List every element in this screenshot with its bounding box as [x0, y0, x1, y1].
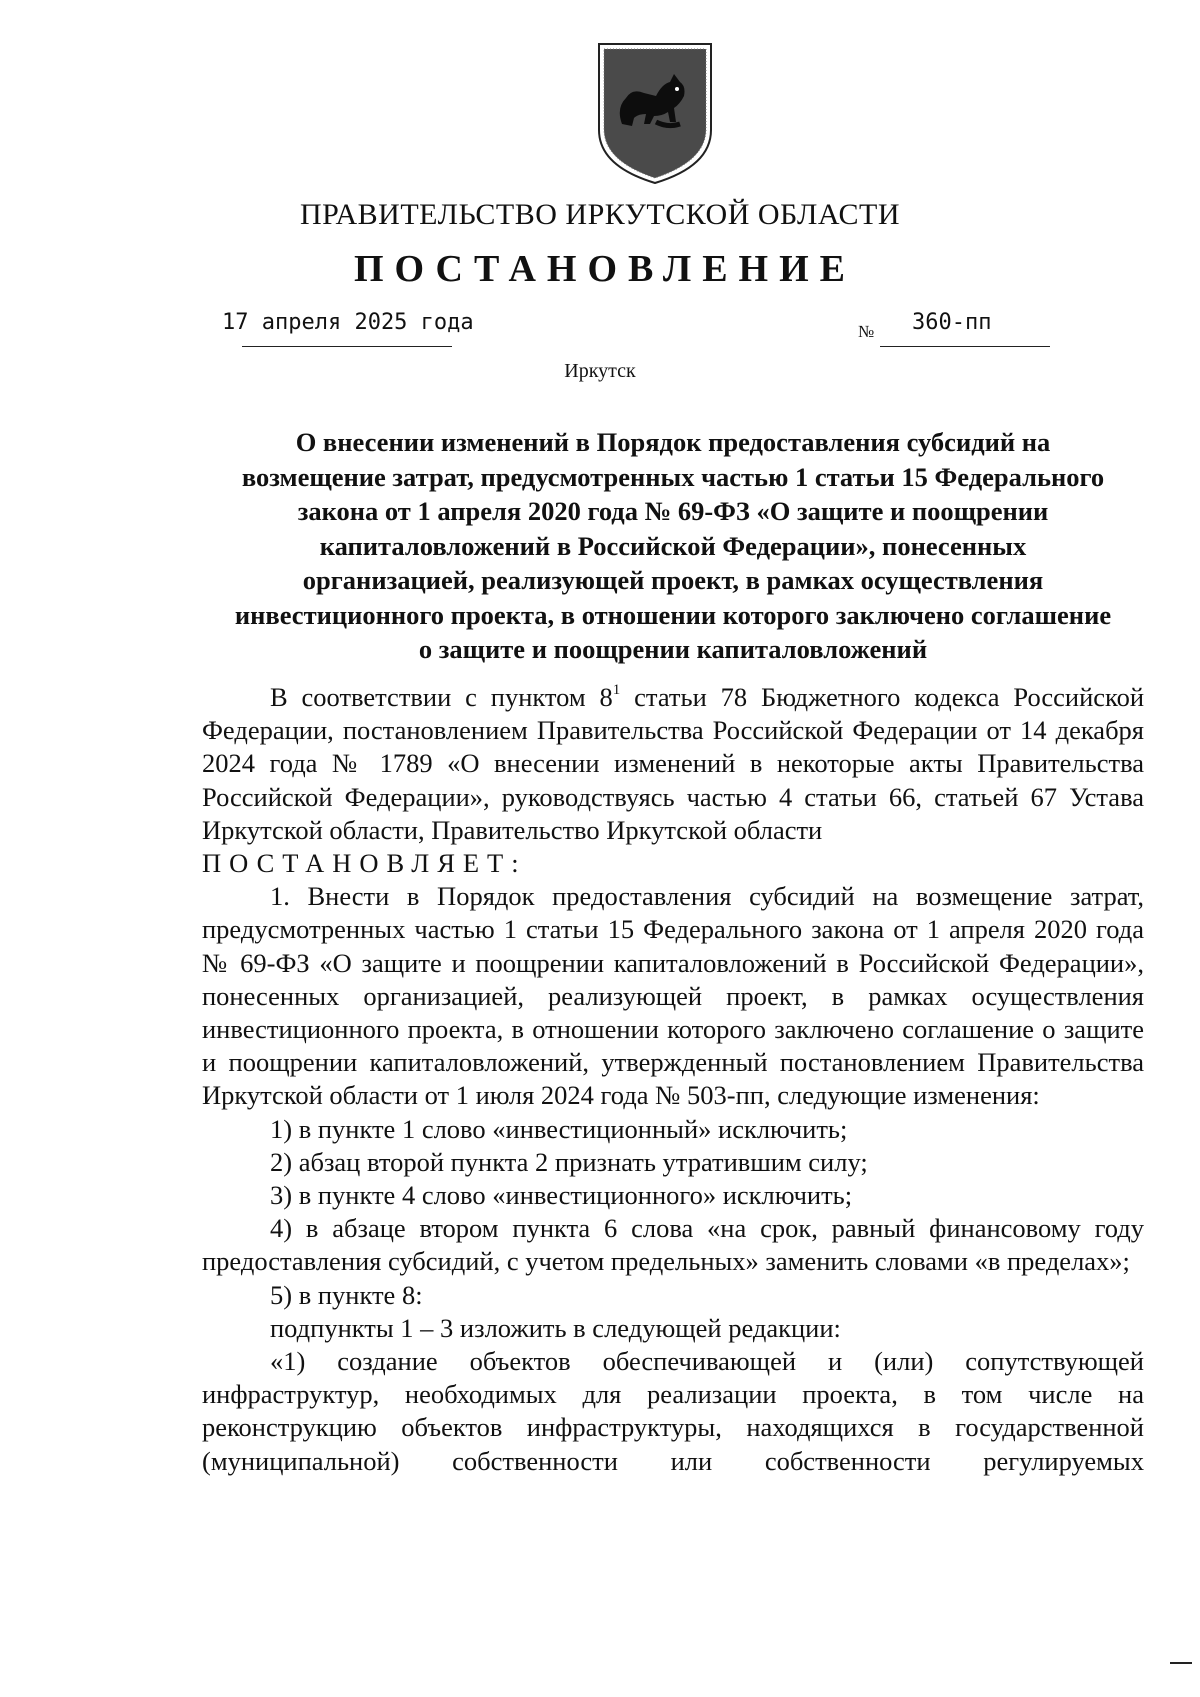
page-edge-mark: [1170, 1662, 1192, 1664]
document-body: [202, 681, 1144, 1478]
superscript: 1: [612, 682, 621, 699]
number-label: №: [858, 322, 875, 341]
subitem-4: 4) в абзаце втором пункта 6 слова «на срок, равный финансовому году предоставления субсидий, с учетом предельных» заменить словами «в пределах»;: [202, 1213, 1144, 1277]
title-line: о защите и поощрении капиталовложений: [418, 634, 928, 664]
item-1-paragraph: 1. Внести в Порядок предоставления субсидий на возмещение затрат, предусмотренных частью 1 статьи 15 Федерального закона от 1 апреля 2020 года № 69-ФЗ «О защите и поощрении капиталовложений в Российской Федерации», понесенных организацией, реализующей проект, в рамках осуществления инвестиционного проекта, в отношении которого заключено соглашение о защите и поощрении капиталовложений, утвержденный постановлением Правительства Иркутской области от 1 июля 2024 года № 503-пп, следующие изменения:: [202, 881, 1144, 1111]
irkutsk-coat-of-arms-icon: [596, 38, 714, 186]
document-title: [200, 425, 1146, 667]
subitem-5-intro: подпункты 1 – 3 изложить в следующей редакции:: [270, 1312, 841, 1343]
date-underline: [242, 346, 452, 347]
preamble-paragraph: [202, 681, 1144, 847]
document-number: 360-пп: [912, 310, 992, 335]
preamble-text-continued: статьи 78 Бюджетного кодекса Российской Федерации, постановлением Правительства Российской Федерации от 14 декабря 2024 года № 1789 «О внесении изменений в некоторые акты Правительства Российской Федерации», руководствуясь частью 4 статьи 66, статьей 67 Устава Иркутской области, Правительство Иркутской области: [202, 682, 1145, 845]
title-line: инвестиционного проекта, в отношении которого заключено соглашение: [234, 599, 1112, 630]
document-date: 17 апреля 2025 года: [222, 310, 474, 335]
document-type: ПОСТАНОВЛЕНИЕ: [353, 248, 857, 290]
number-underline: [880, 346, 1050, 347]
resolves-word: ПОСТАНОВЛЯЕТ:: [202, 848, 527, 879]
preamble-text: В соответствии с пунктом 8: [270, 682, 613, 712]
organization-name: ПРАВИТЕЛЬСТВО ИРКУТСКОЙ ОБЛАСТИ: [299, 198, 901, 231]
title-line: закона от 1 апреля 2020 года № 69-ФЗ «О защите и поощрении: [297, 496, 1049, 526]
city-name: Иркутск: [564, 360, 636, 382]
subitem-1: 1) в пункте 1 слово «инвестиционный» исключить;: [270, 1113, 848, 1144]
title-line: О внесении изменений в Порядок предоставления субсидий на: [295, 427, 1051, 457]
subitem-5-text: «1) создание объектов обеспечивающей и (или) сопутствующей инфраструктур, необходимых для реализации проекта, в том числе на реконструкцию объектов инфраструктуры, находящихся в государственной (муниципальной) собственности или собственности регулируемых: [202, 1346, 1144, 1476]
title-line: капиталовложений в Российской Федерации», понесенных: [319, 530, 1027, 561]
subitem-3: 3) в пункте 4 слово «инвестиционного» исключить;: [270, 1180, 853, 1211]
title-line: организацией, реализующей проект, в рамках осуществления: [302, 565, 1044, 595]
subitem-2: 2) абзац второй пункта 2 признать утратившим силу;: [270, 1146, 868, 1177]
subitem-5: 5) в пункте 8:: [270, 1279, 423, 1310]
title-line: возмещение затрат, предусмотренных частью 1 статьи 15 Федерального: [241, 461, 1105, 492]
